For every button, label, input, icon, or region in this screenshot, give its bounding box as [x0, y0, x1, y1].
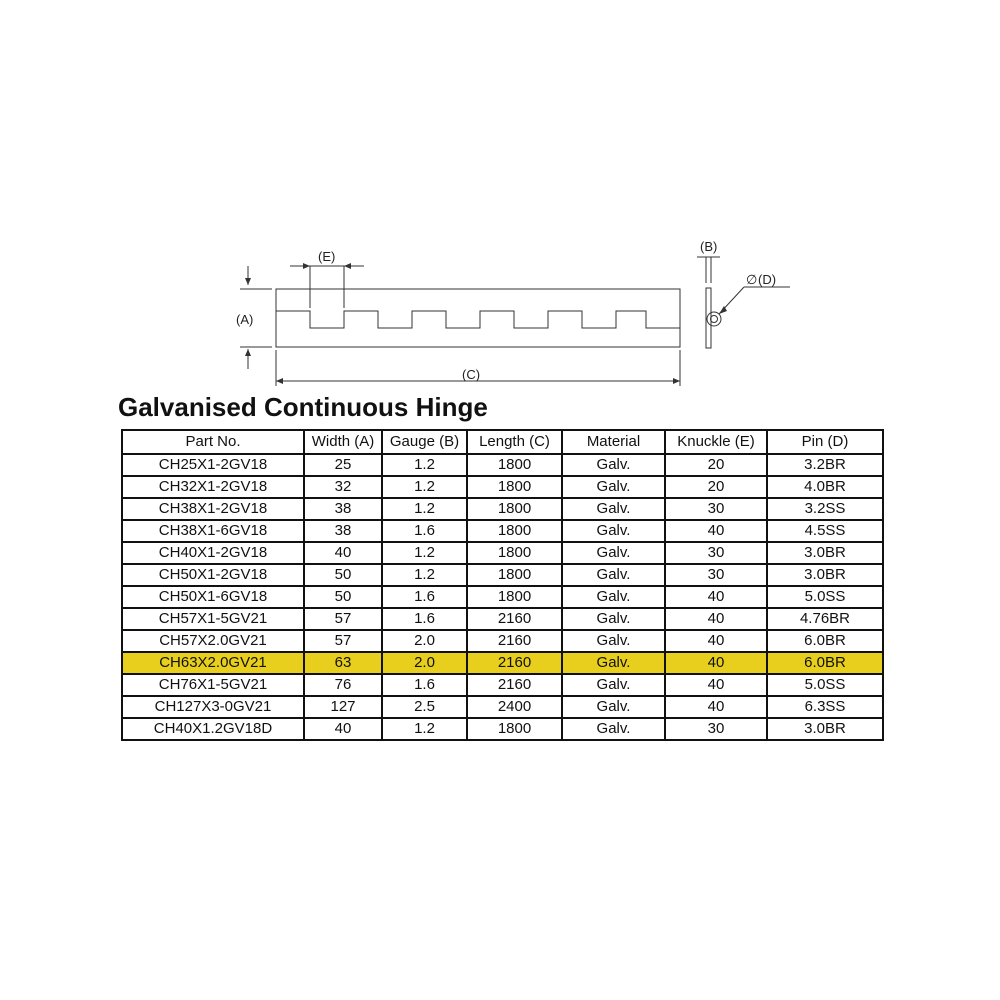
cell-gauge: 2.5 — [382, 696, 467, 718]
cell-material: Galv. — [562, 718, 665, 740]
cell-knuckle: 40 — [665, 696, 767, 718]
cell-gauge: 2.0 — [382, 630, 467, 652]
header-pin: Pin (D) — [767, 430, 883, 454]
cell-knuckle: 40 — [665, 608, 767, 630]
header-part-no: Part No. — [122, 430, 304, 454]
table-row — [122, 498, 883, 520]
cell-gauge: 2.0 — [382, 652, 467, 674]
cell-length: 2400 — [467, 696, 562, 718]
label-b: (B) — [700, 239, 718, 254]
cell-knuckle: 40 — [665, 586, 767, 608]
cell-width: 38 — [304, 520, 382, 542]
cell-gauge: 1.2 — [382, 476, 467, 498]
table-row — [122, 454, 883, 476]
cell-gauge: 1.6 — [382, 608, 467, 630]
cell-part-no: CH32X1-2GV18 — [122, 476, 304, 498]
cell-part-no: CH76X1-5GV21 — [122, 674, 304, 696]
cell-pin: 5.0SS — [767, 674, 883, 696]
knuckle-profile — [276, 311, 680, 328]
label-e: (E) — [318, 249, 336, 264]
cell-material: Galv. — [562, 652, 665, 674]
cell-knuckle: 40 — [665, 652, 767, 674]
cell-length: 2160 — [467, 608, 562, 630]
cell-material: Galv. — [562, 674, 665, 696]
cell-material: Galv. — [562, 498, 665, 520]
cell-knuckle: 20 — [665, 454, 767, 476]
hinge-dimension-drawing — [0, 0, 1000, 400]
cell-width: 57 — [304, 630, 382, 652]
cell-knuckle: 30 — [665, 542, 767, 564]
cell-gauge: 1.6 — [382, 586, 467, 608]
cell-part-no: CH25X1-2GV18 — [122, 454, 304, 476]
cell-width: 50 — [304, 564, 382, 586]
cell-length: 1800 — [467, 498, 562, 520]
cell-knuckle: 40 — [665, 674, 767, 696]
cell-material: Galv. — [562, 476, 665, 498]
header-material: Material — [562, 430, 665, 454]
cell-knuckle: 40 — [665, 630, 767, 652]
table-row — [122, 564, 883, 586]
cell-pin: 4.76BR — [767, 608, 883, 630]
cell-gauge: 1.6 — [382, 520, 467, 542]
cell-length: 2160 — [467, 674, 562, 696]
cell-knuckle: 40 — [665, 520, 767, 542]
header-knuckle: Knuckle (E) — [665, 430, 767, 454]
cell-width: 57 — [304, 608, 382, 630]
cell-material: Galv. — [562, 564, 665, 586]
cell-length: 1800 — [467, 564, 562, 586]
label-c: (C) — [462, 367, 481, 382]
cell-knuckle: 30 — [665, 718, 767, 740]
cell-gauge: 1.2 — [382, 564, 467, 586]
cell-material: Galv. — [562, 696, 665, 718]
table-row — [122, 630, 883, 652]
page-title: Galvanised Continuous Hinge — [118, 392, 488, 422]
cell-part-no: CH57X1-5GV21 — [122, 608, 304, 630]
cell-material: Galv. — [562, 454, 665, 476]
cell-width: 127 — [304, 696, 382, 718]
cell-knuckle: 20 — [665, 476, 767, 498]
cell-part-no: CH127X3-0GV21 — [122, 696, 304, 718]
table-row-highlighted — [122, 652, 883, 674]
cell-width: 40 — [304, 542, 382, 564]
cell-width: 63 — [304, 652, 382, 674]
cell-part-no: CH40X1.2GV18D — [122, 718, 304, 740]
cell-width: 25 — [304, 454, 382, 476]
cell-pin: 4.5SS — [767, 520, 883, 542]
cell-length: 1800 — [467, 718, 562, 740]
cell-pin: 3.2BR — [767, 454, 883, 476]
cell-pin: 3.2SS — [767, 498, 883, 520]
spec-table — [121, 429, 884, 741]
label-a: (A) — [236, 312, 254, 327]
cell-material: Galv. — [562, 630, 665, 652]
diameter-symbol: ∅ — [746, 272, 758, 287]
cell-gauge: 1.2 — [382, 542, 467, 564]
cell-length: 2160 — [467, 652, 562, 674]
cell-width: 76 — [304, 674, 382, 696]
cell-pin: 4.0BR — [767, 476, 883, 498]
cell-part-no: CH57X2.0GV21 — [122, 630, 304, 652]
table-row — [122, 520, 883, 542]
cell-pin: 5.0SS — [767, 586, 883, 608]
table-row — [122, 718, 883, 740]
cell-length: 1800 — [467, 542, 562, 564]
cell-material: Galv. — [562, 608, 665, 630]
table-row — [122, 476, 883, 498]
cell-width: 32 — [304, 476, 382, 498]
cell-part-no: CH38X1-2GV18 — [122, 498, 304, 520]
cell-pin: 3.0BR — [767, 564, 883, 586]
cell-material: Galv. — [562, 542, 665, 564]
cell-part-no: CH38X1-6GV18 — [122, 520, 304, 542]
cell-gauge: 1.2 — [382, 498, 467, 520]
cell-gauge: 1.2 — [382, 718, 467, 740]
cell-gauge: 1.2 — [382, 454, 467, 476]
cell-gauge: 1.6 — [382, 674, 467, 696]
pin-circle — [707, 312, 721, 326]
cell-pin: 6.3SS — [767, 696, 883, 718]
cell-pin: 3.0BR — [767, 718, 883, 740]
cell-width: 40 — [304, 718, 382, 740]
table-row — [122, 696, 883, 718]
cell-part-no: CH50X1-2GV18 — [122, 564, 304, 586]
table-row — [122, 542, 883, 564]
cell-length: 2160 — [467, 630, 562, 652]
cell-part-no: CH63X2.0GV21 — [122, 652, 304, 674]
cell-knuckle: 30 — [665, 498, 767, 520]
cell-part-no: CH50X1-6GV18 — [122, 586, 304, 608]
table-row — [122, 674, 883, 696]
table-row — [122, 586, 883, 608]
cell-pin: 6.0BR — [767, 652, 883, 674]
cell-part-no: CH40X1-2GV18 — [122, 542, 304, 564]
cell-pin: 3.0BR — [767, 542, 883, 564]
cell-pin: 6.0BR — [767, 630, 883, 652]
cell-material: Galv. — [562, 586, 665, 608]
header-gauge: Gauge (B) — [382, 430, 467, 454]
cell-width: 38 — [304, 498, 382, 520]
cell-material: Galv. — [562, 520, 665, 542]
table-row — [122, 608, 883, 630]
header-length: Length (C) — [467, 430, 562, 454]
cell-length: 1800 — [467, 454, 562, 476]
label-d: (D) — [758, 272, 777, 287]
cell-length: 1800 — [467, 476, 562, 498]
table-header-row — [122, 430, 883, 454]
cell-length: 1800 — [467, 586, 562, 608]
cell-width: 50 — [304, 586, 382, 608]
hinge-outline — [276, 289, 680, 347]
header-width: Width (A) — [304, 430, 382, 454]
cell-knuckle: 30 — [665, 564, 767, 586]
cell-length: 1800 — [467, 520, 562, 542]
